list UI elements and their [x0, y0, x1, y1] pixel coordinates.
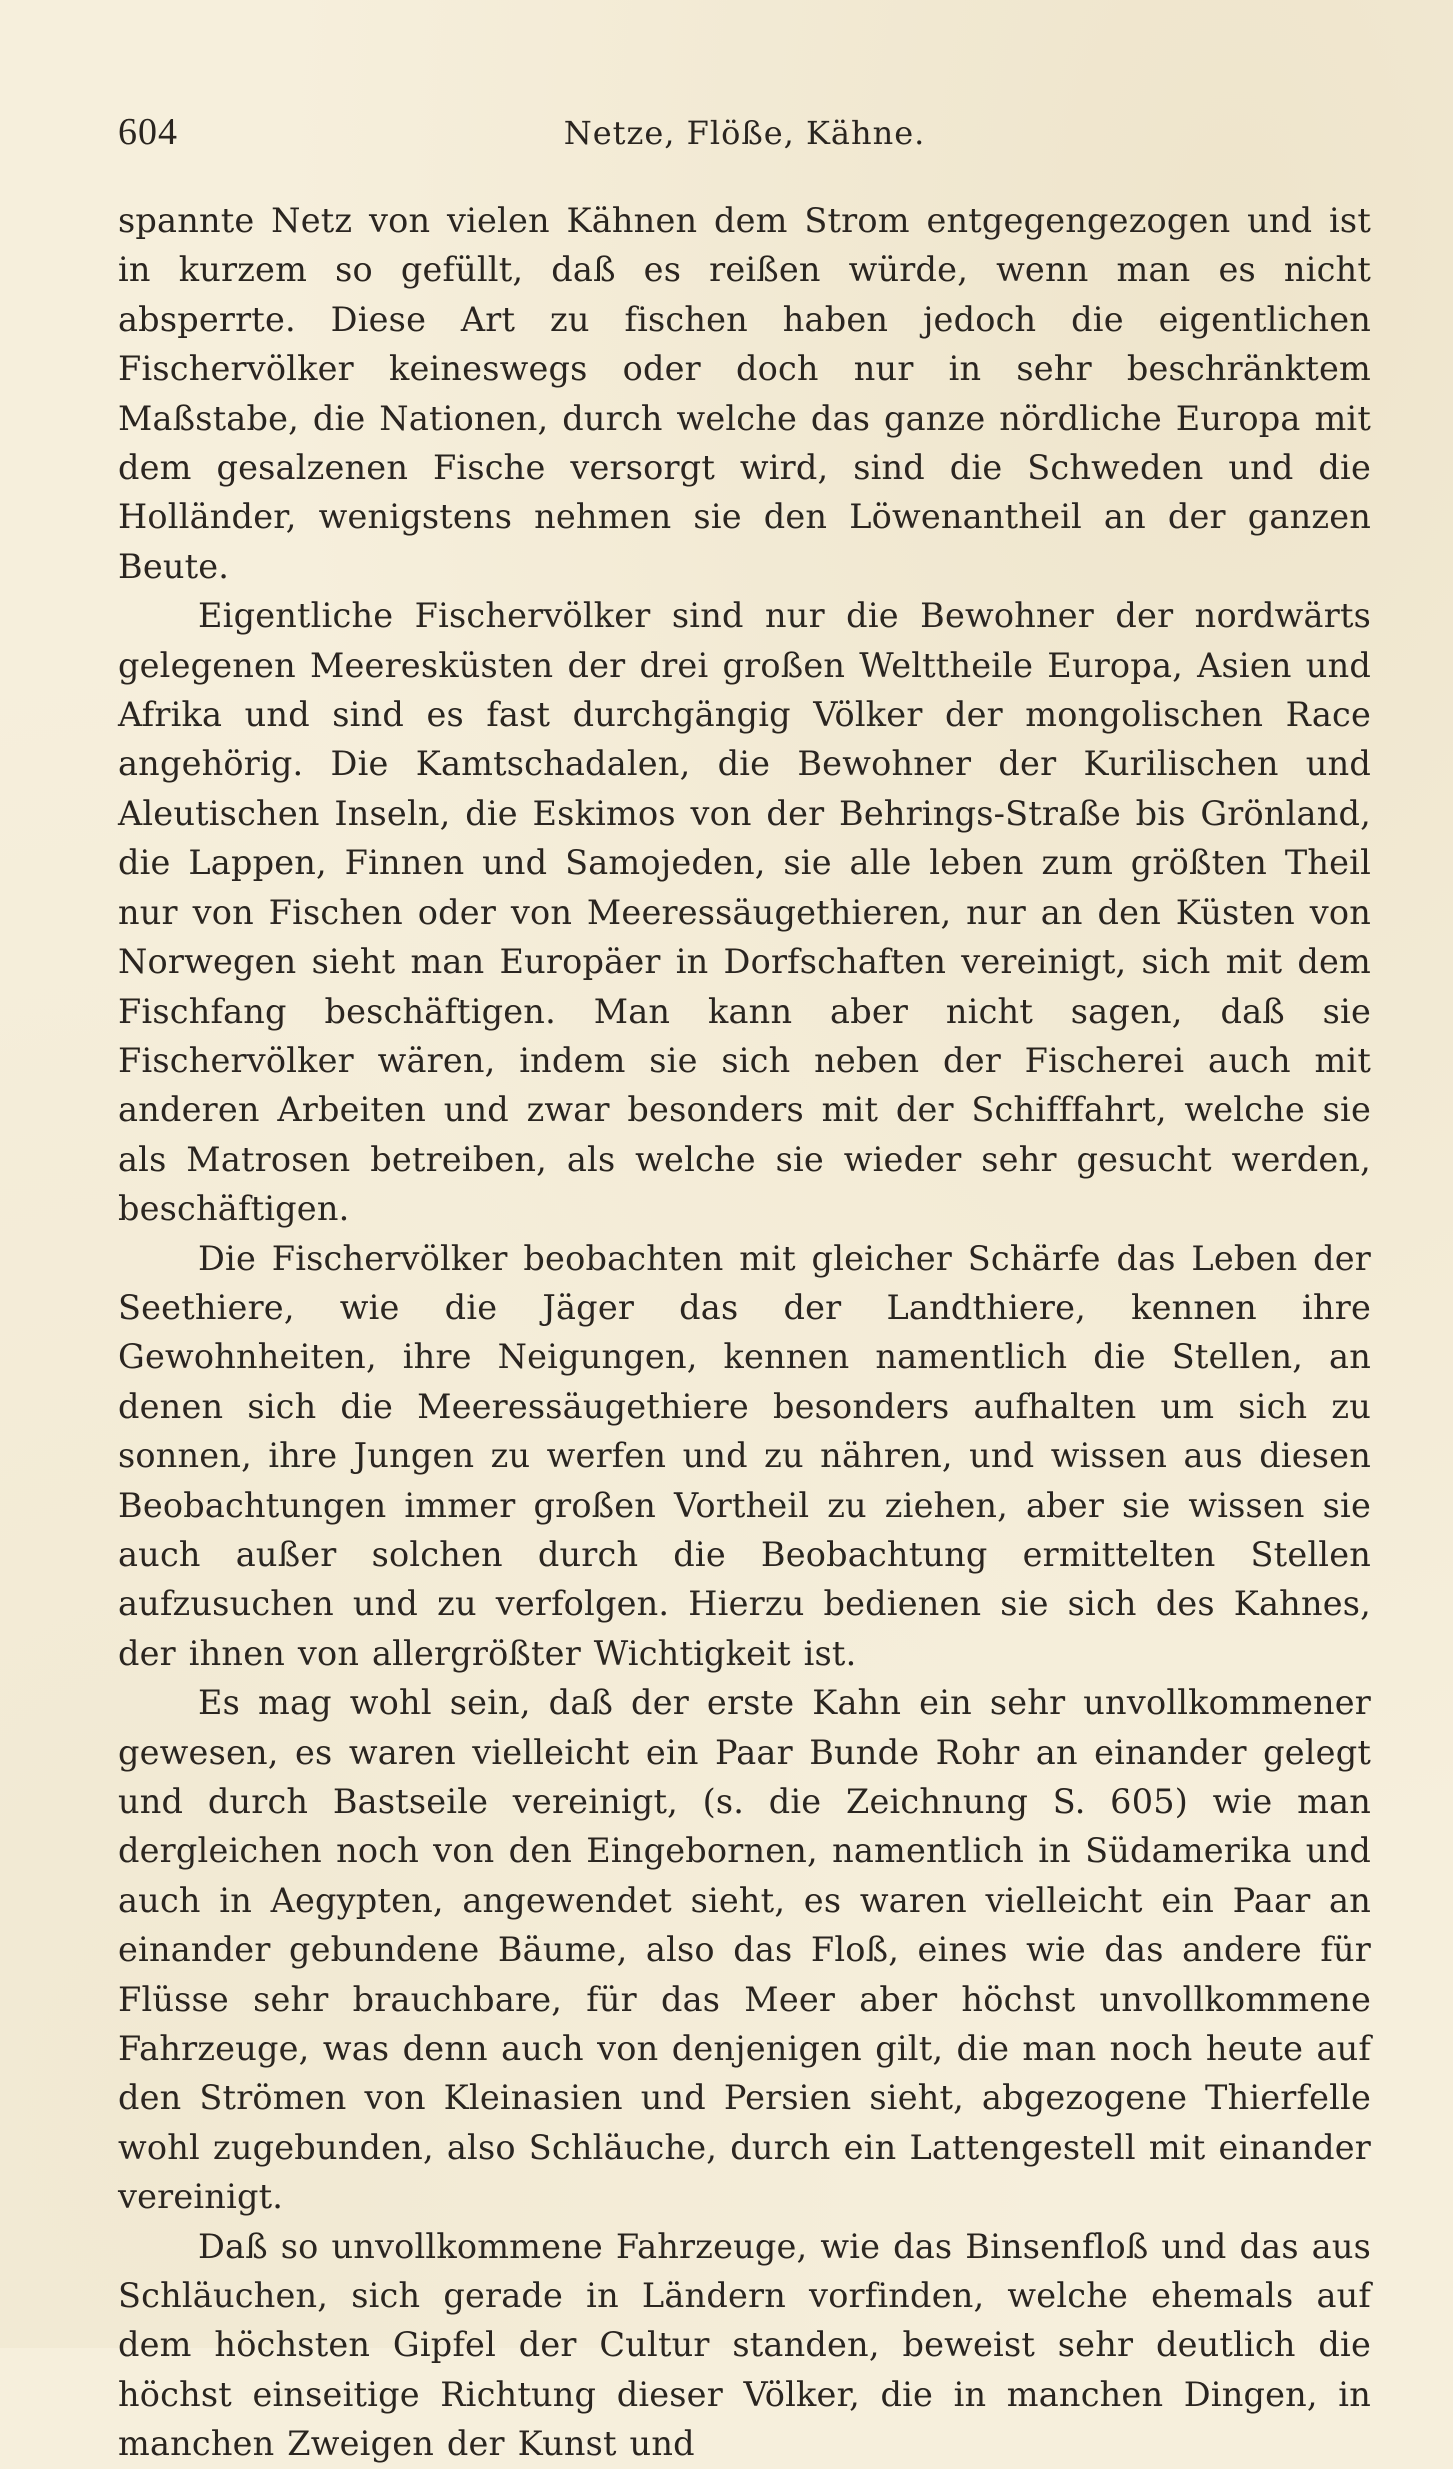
- paragraph: Daß so unvollkommene Fahrzeuge, wie das Binsenfloß und das aus Schläuchen, sich gerade in Ländern vorfinden, welche ehemals auf dem höchsten Gipfel der Cultur standen, beweist sehr deutlich die höchst einseitige Richtung dieser Völker, die in manchen Dingen, in manchen Zweigen der Kunst und: [118, 2226, 1371, 2464]
- page-header: [118, 110, 1371, 170]
- page-number: 604: [118, 111, 178, 153]
- paragraph: Eigentliche Fischervölker sind nur die Bewohner der nordwärts gelegenen Meeresküsten der drei großen Welttheile Europa, Asien und Afrika und sind es fast durchgängig Völker der mongolischen Race angehörig. Die Kamtschadalen, die Bewohner der Kurilischen und Aleutischen Inseln, die Eskimos von der Behrings-Straße bis Grönland, die Lappen, Finnen und Samojeden, sie alle leben zum größten Theil nur von Fischen oder von Meeressäugethieren, nur an den Küsten von Norwegen sieht man Europäer in Dorfschaften vereinigt, sich mit dem Fischfang beschäftigen. Man kann aber nicht sagen, daß sie Fischervölker wären, indem sie sich neben der Fischerei auch mit anderen Arbeiten und zwar besonders mit der Schifffahrt, welche sie als Matrosen betreiben, als welche sie wieder sehr gesucht werden, beschäftigen.: [118, 596, 1371, 1229]
- paragraph: Es mag wohl sein, daß der erste Kahn ein sehr unvollkommener gewesen, es waren vielleicht ein Paar Bunde Rohr an einander gelegt und durch Bastseile vereinigt, (s. die Zeichnung S. 605) wie man dergleichen noch von den Eingebornen, namentlich in Südamerika und auch in Aegypten, angewendet sieht, es waren vielleicht ein Paar an einander gebundene Bäume, also das Floß, eines wie das andere für Flüsse sehr brauchbare, für das Meer aber höchst unvollkommene Fahrzeuge, was denn auch von denjenigen gilt, die man noch heute auf den Strömen von Kleinasien und Persien sieht, abgezogene Thierfelle wohl zugebunden, also Schläuche, durch ein Lattengestell mit einander vereinigt.: [118, 1683, 1371, 2217]
- running-title: Netze, Flöße, Kähne.: [563, 114, 926, 152]
- paragraph: spannte Netz von vielen Kähnen dem Strom entgegengezogen und ist in kurzem so gefüllt, daß es reißen würde, wenn man es nicht absperrte. Diese Art zu fischen haben jedoch die eigentlichen Fischervölker keineswegs oder doch nur in sehr beschränktem Maßstabe, die Nationen, durch welche das ganze nördliche Europa mit dem gesalzenen Fische versorgt wird, sind die Schweden und die Holländer, wenigstens nehmen sie den Löwenantheil an der ganzen Beute.: [118, 201, 1371, 586]
- paragraph: Die Fischervölker beobachten mit gleicher Schärfe das Leben der Seethiere, wie die Jäger das der Landthiere, kennen ihre Gewohnheiten, ihre Neigungen, kennen namentlich die Stellen, an denen sich die Meeressäugethiere besonders aufhalten um sich zu sonnen, ihre Jungen zu werfen und zu nähren, und wissen aus diesen Beobachtungen immer großen Vortheil zu ziehen, aber sie wissen sie auch außer solchen durch die Beobachtung ermittelten Stellen aufzusuchen und zu verfolgen. Hierzu bedienen sie sich des Kahnes, der ihnen von allergrößter Wichtigkeit ist.: [118, 1238, 1371, 1673]
- body-text: [118, 196, 1371, 2469]
